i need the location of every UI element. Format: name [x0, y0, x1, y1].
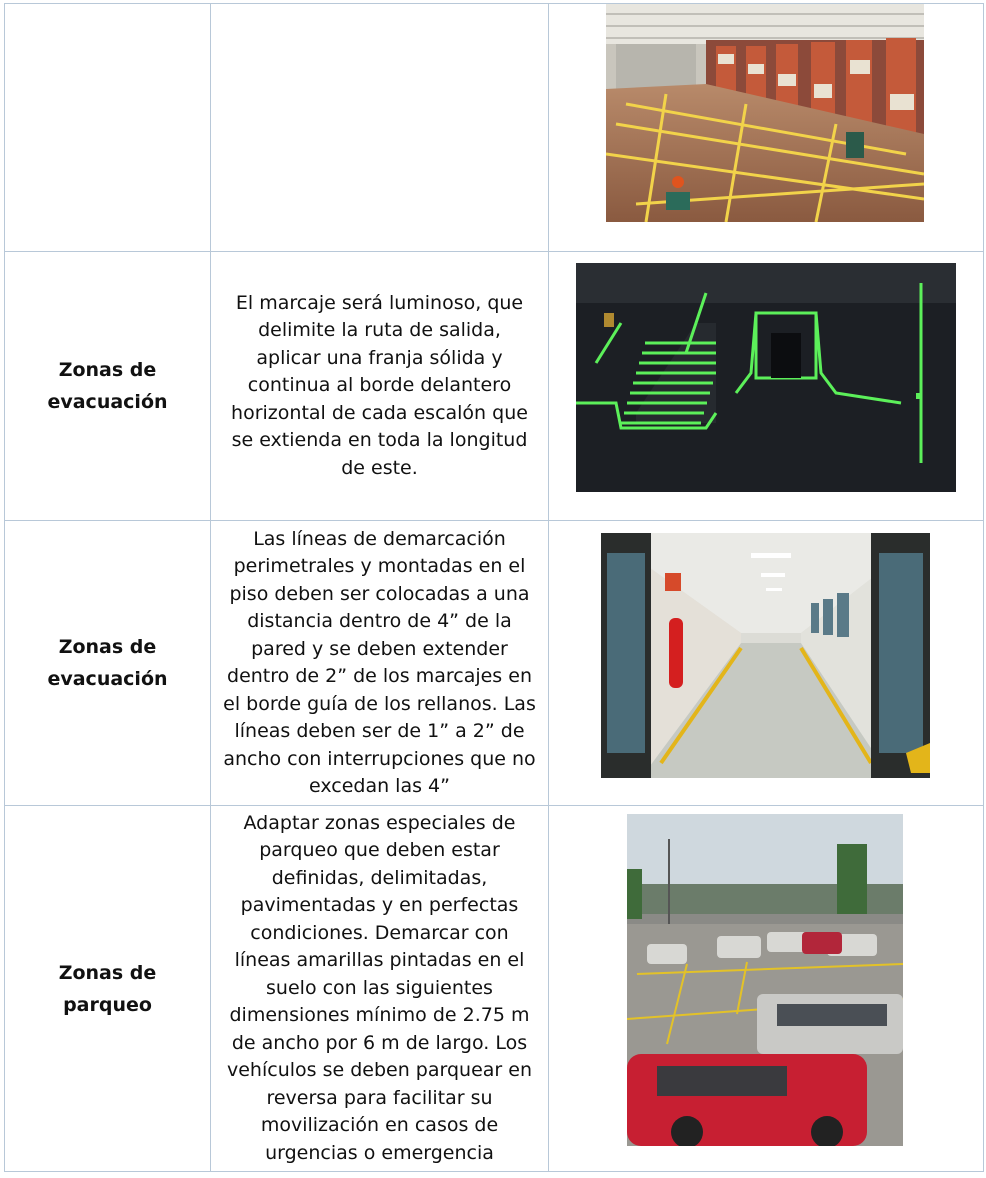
- parking-lot-photo: [627, 814, 903, 1146]
- table-row: [5, 252, 984, 521]
- image-cell: [549, 252, 984, 521]
- glowing-evacuation-stairway-photo: [576, 263, 956, 492]
- image-cell: [549, 521, 984, 806]
- description-cell: [211, 4, 549, 252]
- zone-cell: [5, 806, 211, 1172]
- description-cell: [211, 252, 549, 521]
- zone-cell: [5, 252, 211, 521]
- table-row: [5, 806, 984, 1172]
- image-cell: [549, 4, 984, 252]
- description-cell: [211, 806, 549, 1172]
- image-cell: [549, 806, 984, 1172]
- description-text: Las líneas de demarcación perimetrales y montadas en el piso deben ser colocadas a una distancia dentro de 4” de la pared y se deben extender dentro de 2” de los marcajes en el borde guía de los rellanos. Las líneas deben ser de 1” a 2” de ancho con interrupciones que no excedan las 4”: [223, 527, 536, 797]
- table-row: [5, 4, 984, 252]
- description-text: El marcaje será luminoso, que delimite la ruta de salida, aplicar una franja sólida y continua al borde delantero horizontal de cada escalón que se extienda en toda la longitud de este.: [231, 291, 528, 479]
- zone-label-line1: Zonas de: [58, 961, 157, 984]
- zone-cell: [5, 521, 211, 806]
- table-row: [5, 521, 984, 806]
- zone-label-line2: evacuación: [47, 668, 168, 690]
- demarcation-table: [4, 3, 984, 1172]
- warehouse-floor-marking-photo: [606, 4, 924, 222]
- description-text: Adaptar zonas especiales de parqueo que deben estar definidas, delimitadas, pavimentadas y en perfectas condiciones. Demarcar con líneas amarillas pintadas en el suelo con las siguientes dimensiones mínimo de 2.75 m de ancho por 6 m de largo. Los vehículos se deben parquear en reversa para facilitar su movilización en casos de urgencias o emergencia: [227, 811, 532, 1164]
- zone-label-line2: evacuación: [47, 391, 168, 413]
- zone-label-line1: Zonas de: [58, 636, 157, 658]
- zone-cell: [5, 4, 211, 252]
- description-cell: [211, 521, 549, 806]
- hallway-yellow-lines-photo: [601, 533, 930, 778]
- zone-label-line1: Zonas de: [58, 359, 157, 381]
- zone-label-line2: parqueo: [63, 993, 152, 1016]
